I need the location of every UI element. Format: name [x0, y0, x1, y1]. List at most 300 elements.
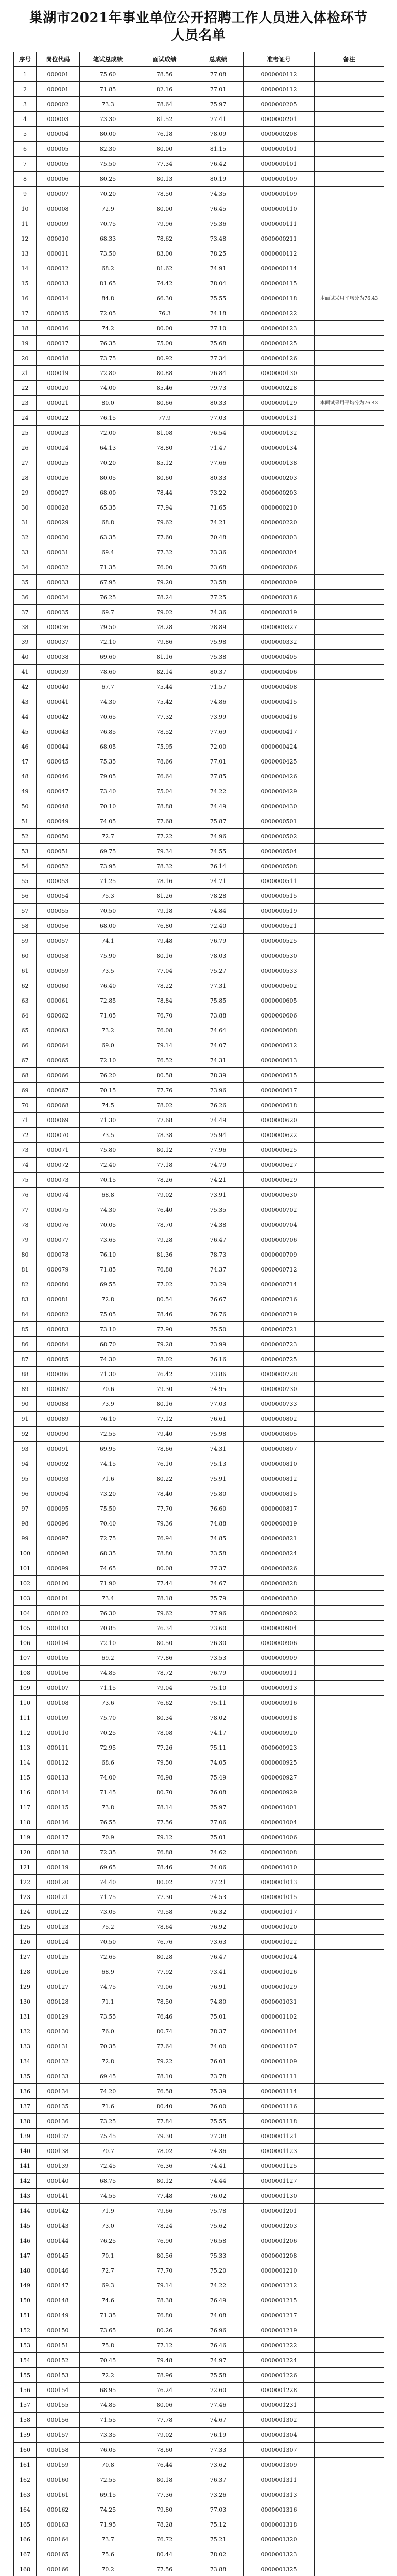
- cell-interview-score: 78.84: [136, 993, 193, 1008]
- cell-index: 166: [14, 2532, 37, 2547]
- cell-post-code: 000093: [37, 1471, 80, 1486]
- cell-interview-score: 79.48: [136, 934, 193, 948]
- cell-exam-id: 0000000112: [244, 67, 315, 82]
- cell-remark: [315, 1935, 384, 1950]
- cell-index: 168: [14, 2562, 37, 2576]
- cell-post-code: 000031: [37, 545, 80, 560]
- table-row: [14, 2368, 384, 2383]
- cell-index: 4: [14, 112, 37, 127]
- cell-exam-id: 0000000627: [244, 1158, 315, 1173]
- cell-total-score: 75.27: [193, 963, 244, 978]
- cell-exam-id: 0000000429: [244, 784, 315, 799]
- cell-exam-id: 0000000203: [244, 485, 315, 500]
- cell-interview-score: 76.10: [136, 1456, 193, 1471]
- cell-exam-id: 0000000605: [244, 993, 315, 1008]
- cell-total-score: 76.16: [193, 1352, 244, 1367]
- cell-written-score: 69.65: [80, 1860, 136, 1875]
- cell-index: 71: [14, 1113, 37, 1128]
- cell-written-score: 74.85: [80, 2398, 136, 2413]
- cell-total-score: 76.54: [193, 426, 244, 440]
- cell-remark: [315, 1143, 384, 1158]
- cell-index: 55: [14, 874, 37, 889]
- cell-remark: [315, 440, 384, 455]
- cell-exam-id: 0000000114: [244, 261, 315, 276]
- table-row: [14, 605, 384, 620]
- cell-post-code: 000152: [37, 2353, 80, 2368]
- cell-interview-score: 78.80: [136, 1546, 193, 1561]
- cell-remark: [315, 1531, 384, 1546]
- cell-remark: [315, 1247, 384, 1262]
- table-row: [14, 321, 384, 336]
- cell-index: 5: [14, 127, 37, 142]
- cell-post-code: 000014: [37, 291, 80, 306]
- cell-interview-score: 76.72: [136, 2532, 193, 2547]
- cell-exam-id: 0000001212: [244, 2278, 315, 2293]
- cell-exam-id: 0000000228: [244, 381, 315, 396]
- cell-index: 157: [14, 2398, 37, 2413]
- cell-written-score: 80.0: [80, 396, 136, 411]
- cell-exam-id: 0000000906: [244, 1636, 315, 1651]
- cell-remark: [315, 1860, 384, 1875]
- cell-total-score: 77.96: [193, 1606, 244, 1621]
- cell-post-code: 000113: [37, 1770, 80, 1785]
- cell-written-score: 71.35: [80, 560, 136, 575]
- cell-total-score: 74.64: [193, 1023, 244, 1038]
- cell-post-code: 000059: [37, 963, 80, 978]
- cell-written-score: 68.00: [80, 485, 136, 500]
- cell-total-score: 78.03: [193, 948, 244, 963]
- cell-written-score: 70.25: [80, 1725, 136, 1740]
- cell-written-score: 71.9: [80, 2204, 136, 2218]
- cell-interview-score: 80.18: [136, 2472, 193, 2487]
- table-row: [14, 2308, 384, 2323]
- document-title: [13, 9, 384, 44]
- cell-index: 22: [14, 381, 37, 396]
- cell-written-score: 70.7: [80, 2144, 136, 2159]
- cell-post-code: 000128: [37, 1994, 80, 2009]
- cell-written-score: 68.2: [80, 261, 136, 276]
- cell-exam-id: 0000000702: [244, 1202, 315, 1217]
- cell-index: 100: [14, 1546, 37, 1561]
- cell-written-score: 74.65: [80, 1561, 136, 1576]
- cell-interview-score: 76.42: [136, 1367, 193, 1382]
- cell-post-code: 000057: [37, 934, 80, 948]
- cell-index: 24: [14, 411, 37, 426]
- cell-exam-id: 0000001228: [244, 2383, 315, 2398]
- cell-total-score: 75.62: [193, 2218, 244, 2233]
- cell-post-code: 000143: [37, 2218, 80, 2233]
- table-row: [14, 1636, 384, 1651]
- header-total-score: 总成绩: [193, 52, 244, 67]
- cell-remark: [315, 1830, 384, 1845]
- table-row: [14, 1890, 384, 1905]
- cell-post-code: 000061: [37, 993, 80, 1008]
- cell-written-score: 73.3: [80, 97, 136, 112]
- table-row: [14, 1681, 384, 1696]
- cell-total-score: 76.26: [193, 1098, 244, 1113]
- cell-index: 1: [14, 67, 37, 82]
- cell-exam-id: 0000001325: [244, 2562, 315, 2576]
- cell-exam-id: 0000001313: [244, 2487, 315, 2502]
- cell-interview-score: 80.00: [136, 321, 193, 336]
- table-row: [14, 560, 384, 575]
- cell-post-code: 000102: [37, 1606, 80, 1621]
- cell-interview-score: 77.68: [136, 1113, 193, 1128]
- cell-remark: [315, 366, 384, 381]
- cell-total-score: 73.78: [193, 2069, 244, 2084]
- cell-total-score: 77.06: [193, 1815, 244, 1830]
- cell-total-score: 76.01: [193, 2054, 244, 2069]
- cell-interview-score: 77.84: [136, 2114, 193, 2129]
- cell-remark: [315, 2428, 384, 2443]
- cell-written-score: 72.8: [80, 1292, 136, 1307]
- cell-exam-id: 0000000815: [244, 1486, 315, 1501]
- cell-total-score: 73.62: [193, 2458, 244, 2472]
- cell-interview-score: 76.80: [136, 919, 193, 934]
- cell-index: 160: [14, 2443, 37, 2458]
- table-row: [14, 2398, 384, 2413]
- cell-total-score: 71.57: [193, 680, 244, 694]
- cell-exam-id: 0000000306: [244, 560, 315, 575]
- cell-remark: [315, 844, 384, 859]
- cell-interview-score: 80.54: [136, 1292, 193, 1307]
- cell-written-score: 73.10: [80, 1322, 136, 1337]
- cell-written-score: 76.25: [80, 2233, 136, 2248]
- table-row: [14, 187, 384, 201]
- cell-total-score: 74.67: [193, 1576, 244, 1591]
- cell-total-score: 74.97: [193, 2353, 244, 2368]
- cell-remark: [315, 336, 384, 351]
- cell-interview-score: 76.70: [136, 1008, 193, 1023]
- cell-total-score: 77.85: [193, 769, 244, 784]
- cell-written-score: 69.95: [80, 1442, 136, 1456]
- cell-interview-score: 76.88: [136, 1845, 193, 1860]
- table-row: [14, 799, 384, 814]
- cell-exam-id: 0000000131: [244, 411, 315, 426]
- cell-interview-score: 76.62: [136, 1696, 193, 1710]
- cell-written-score: 74.00: [80, 1770, 136, 1785]
- cell-post-code: 000066: [37, 1068, 80, 1083]
- cell-remark: [315, 1292, 384, 1307]
- cell-total-score: 73.48: [193, 231, 244, 246]
- cell-remark: [315, 1994, 384, 2009]
- cell-post-code: 000078: [37, 1247, 80, 1262]
- cell-written-score: 63.35: [80, 530, 136, 545]
- cell-post-code: 000165: [37, 2547, 80, 2562]
- cell-index: 126: [14, 1935, 37, 1950]
- cell-remark: [315, 2293, 384, 2308]
- cell-interview-score: 78.26: [136, 1173, 193, 1188]
- cell-interview-score: 76.46: [136, 2009, 193, 2024]
- cell-post-code: 000086: [37, 1367, 80, 1382]
- cell-interview-score: 79.12: [136, 1830, 193, 1845]
- cell-post-code: 000054: [37, 889, 80, 904]
- cell-index: 30: [14, 500, 37, 515]
- cell-total-score: 76.58: [193, 2233, 244, 2248]
- cell-index: 66: [14, 1038, 37, 1053]
- table-row: [14, 67, 384, 82]
- cell-remark: [315, 2248, 384, 2263]
- cell-remark: [315, 2547, 384, 2562]
- cell-written-score: 70.9: [80, 1830, 136, 1845]
- cell-written-score: 73.25: [80, 2114, 136, 2129]
- cell-interview-score: 77.76: [136, 1083, 193, 1098]
- cell-remark: [315, 246, 384, 261]
- cell-post-code: 000060: [37, 978, 80, 993]
- cell-remark: [315, 455, 384, 470]
- cell-total-score: 74.80: [193, 1994, 244, 2009]
- cell-written-score: 67.95: [80, 575, 136, 590]
- cell-post-code: 000138: [37, 2144, 80, 2159]
- table-row: [14, 859, 384, 874]
- cell-exam-id: 0000000109: [244, 187, 315, 201]
- cell-written-score: 80.05: [80, 470, 136, 485]
- cell-exam-id: 0000000316: [244, 590, 315, 605]
- cell-index: 147: [14, 2248, 37, 2263]
- cell-total-score: 75.91: [193, 1471, 244, 1486]
- cell-index: 86: [14, 1337, 37, 1352]
- table-header-row: [14, 52, 384, 67]
- cell-index: 37: [14, 605, 37, 620]
- cell-remark: [315, 680, 384, 694]
- cell-remark: [315, 2024, 384, 2039]
- cell-interview-score: 81.62: [136, 261, 193, 276]
- cell-post-code: 000108: [37, 1696, 80, 1710]
- cell-interview-score: 79.20: [136, 575, 193, 590]
- table-row: [14, 1456, 384, 1471]
- cell-index: 26: [14, 440, 37, 455]
- cell-exam-id: 0000000208: [244, 127, 315, 142]
- cell-interview-score: 78.44: [136, 485, 193, 500]
- cell-written-score: 82.30: [80, 142, 136, 157]
- cell-post-code: 000065: [37, 1053, 80, 1068]
- cell-total-score: 77.34: [193, 351, 244, 366]
- cell-post-code: 000106: [37, 1666, 80, 1681]
- cell-index: 151: [14, 2308, 37, 2323]
- cell-interview-score: 76.76: [136, 1935, 193, 1950]
- cell-total-score: 74.18: [193, 306, 244, 321]
- cell-total-score: 74.38: [193, 1217, 244, 1232]
- cell-interview-score: 78.66: [136, 1442, 193, 1456]
- cell-remark: [315, 1038, 384, 1053]
- cell-total-score: 75.35: [193, 1202, 244, 1217]
- cell-remark: [315, 1352, 384, 1367]
- cell-index: 148: [14, 2263, 37, 2278]
- cell-index: 135: [14, 2069, 37, 2084]
- cell-post-code: 000085: [37, 1352, 80, 1367]
- cell-written-score: 71.35: [80, 2308, 136, 2323]
- cell-index: 23: [14, 396, 37, 411]
- cell-exam-id: 0000001323: [244, 2547, 315, 2562]
- table-row: [14, 739, 384, 754]
- cell-post-code: 000032: [37, 560, 80, 575]
- table-row: [14, 1442, 384, 1456]
- cell-written-score: 74.30: [80, 1352, 136, 1367]
- cell-written-score: 75.80: [80, 1143, 136, 1158]
- cell-post-code: 000030: [37, 530, 80, 545]
- cell-interview-score: 77.60: [136, 530, 193, 545]
- cell-exam-id: 0000000909: [244, 1651, 315, 1666]
- cell-interview-score: 78.10: [136, 2069, 193, 2084]
- cell-interview-score: 76.44: [136, 2458, 193, 2472]
- cell-exam-id: 0000000130: [244, 366, 315, 381]
- cell-exam-id: 0000000728: [244, 1367, 315, 1382]
- table-row: [14, 1860, 384, 1875]
- cell-written-score: 68.33: [80, 231, 136, 246]
- cell-exam-id: 0000000405: [244, 650, 315, 665]
- cell-written-score: 74.00: [80, 381, 136, 396]
- cell-remark: [315, 97, 384, 112]
- cell-total-score: 73.58: [193, 575, 244, 590]
- cell-index: 143: [14, 2189, 37, 2204]
- cell-index: 32: [14, 530, 37, 545]
- cell-remark: [315, 2233, 384, 2248]
- cell-post-code: 000133: [37, 2069, 80, 2084]
- table-row: [14, 1994, 384, 2009]
- cell-index: 13: [14, 246, 37, 261]
- cell-index: 119: [14, 1830, 37, 1845]
- table-row: [14, 784, 384, 799]
- cell-total-score: 80.19: [193, 172, 244, 187]
- cell-exam-id: 0000000929: [244, 1785, 315, 1800]
- cell-post-code: 000162: [37, 2502, 80, 2517]
- cell-index: 79: [14, 1232, 37, 1247]
- cell-total-score: 71.65: [193, 500, 244, 515]
- cell-total-score: 78.89: [193, 620, 244, 635]
- cell-index: 101: [14, 1561, 37, 1576]
- cell-post-code: 000076: [37, 1217, 80, 1232]
- cell-remark: [315, 351, 384, 366]
- cell-total-score: 76.79: [193, 1666, 244, 1681]
- cell-remark: [315, 1561, 384, 1576]
- cell-remark: [315, 1202, 384, 1217]
- table-row: [14, 620, 384, 635]
- cell-total-score: 76.30: [193, 1636, 244, 1651]
- cell-written-score: 72.55: [80, 2472, 136, 2487]
- cell-written-score: 73.40: [80, 784, 136, 799]
- cell-total-score: 74.22: [193, 2278, 244, 2293]
- table-row: [14, 366, 384, 381]
- title-line-2: 人员名单: [171, 28, 226, 43]
- cell-exam-id: 0000001006: [244, 1830, 315, 1845]
- cell-index: 115: [14, 1770, 37, 1785]
- cell-exam-id: 0000000111: [244, 216, 315, 231]
- cell-post-code: 000151: [37, 2338, 80, 2353]
- cell-written-score: 73.30: [80, 112, 136, 127]
- cell-interview-score: 79.48: [136, 2353, 193, 2368]
- cell-post-code: 000005: [37, 157, 80, 172]
- cell-index: 103: [14, 1591, 37, 1606]
- cell-total-score: 77.46: [193, 2398, 244, 2413]
- table-row: [14, 1666, 384, 1681]
- cell-remark: [315, 426, 384, 440]
- cell-written-score: 74.85: [80, 1666, 136, 1681]
- cell-remark: [315, 1217, 384, 1232]
- cell-written-score: 76.0: [80, 2024, 136, 2039]
- cell-interview-score: 78.70: [136, 1217, 193, 1232]
- cell-post-code: 000097: [37, 1531, 80, 1546]
- cell-index: 20: [14, 351, 37, 366]
- cell-interview-score: 85.12: [136, 455, 193, 470]
- cell-post-code: 000036: [37, 620, 80, 635]
- cell-total-score: 78.25: [193, 246, 244, 261]
- cell-exam-id: 0000000911: [244, 1666, 315, 1681]
- cell-written-score: 72.2: [80, 2368, 136, 2383]
- cell-exam-id: 0000001020: [244, 1920, 315, 1935]
- cell-written-score: 71.45: [80, 1785, 136, 1800]
- table-row: [14, 127, 384, 142]
- cell-remark: [315, 1890, 384, 1905]
- cell-remark: [315, 919, 384, 934]
- cell-index: 91: [14, 1412, 37, 1427]
- table-row: [14, 1277, 384, 1292]
- cell-remark: [315, 784, 384, 799]
- cell-total-score: 80.33: [193, 470, 244, 485]
- cell-written-score: 71.1: [80, 1994, 136, 2009]
- cell-post-code: 000018: [37, 351, 80, 366]
- cell-post-code: 000070: [37, 1128, 80, 1143]
- cell-remark: [315, 216, 384, 231]
- cell-index: 109: [14, 1681, 37, 1696]
- cell-remark: [315, 1725, 384, 1740]
- cell-remark: [315, 993, 384, 1008]
- cell-total-score: 77.96: [193, 1143, 244, 1158]
- cell-post-code: 000083: [37, 1322, 80, 1337]
- cell-written-score: 76.10: [80, 1412, 136, 1427]
- cell-remark: [315, 67, 384, 82]
- table-row: [14, 1979, 384, 1994]
- cell-written-score: 74.15: [80, 1456, 136, 1471]
- cell-remark: [315, 2174, 384, 2189]
- table-row: [14, 978, 384, 993]
- cell-remark: [315, 1277, 384, 1292]
- cell-total-score: 75.01: [193, 1830, 244, 1845]
- cell-total-score: 75.11: [193, 1696, 244, 1710]
- table-row: [14, 1427, 384, 1442]
- cell-interview-score: 79.36: [136, 1516, 193, 1531]
- cell-written-score: 68.95: [80, 2383, 136, 2398]
- cell-interview-score: 78.22: [136, 978, 193, 993]
- cell-exam-id: 0000000716: [244, 1292, 315, 1307]
- cell-index: 99: [14, 1531, 37, 1546]
- cell-exam-id: 0000000101: [244, 157, 315, 172]
- cell-post-code: 000007: [37, 187, 80, 201]
- cell-total-score: 76.61: [193, 1412, 244, 1427]
- table-row: [14, 2069, 384, 2084]
- cell-interview-score: 80.40: [136, 2099, 193, 2114]
- cell-index: 96: [14, 1486, 37, 1501]
- cell-interview-score: 80.22: [136, 1471, 193, 1486]
- cell-remark: [315, 1337, 384, 1352]
- cell-total-score: 75.39: [193, 2084, 244, 2099]
- cell-total-score: 77.03: [193, 1397, 244, 1412]
- cell-interview-score: 78.18: [136, 1591, 193, 1606]
- cell-interview-score: 80.00: [136, 201, 193, 216]
- table-row: [14, 2353, 384, 2368]
- cell-written-score: 70.35: [80, 2039, 136, 2054]
- cell-index: 102: [14, 1576, 37, 1591]
- cell-post-code: 000001: [37, 67, 80, 82]
- cell-total-score: 75.12: [193, 2517, 244, 2532]
- cell-written-score: 75.3: [80, 889, 136, 904]
- cell-interview-score: 80.28: [136, 1950, 193, 1964]
- cell-remark: [315, 620, 384, 635]
- cell-written-score: 71.05: [80, 1008, 136, 1023]
- cell-index: 78: [14, 1217, 37, 1232]
- cell-remark: [315, 1636, 384, 1651]
- cell-interview-score: 77.34: [136, 157, 193, 172]
- cell-total-score: 75.79: [193, 1591, 244, 1606]
